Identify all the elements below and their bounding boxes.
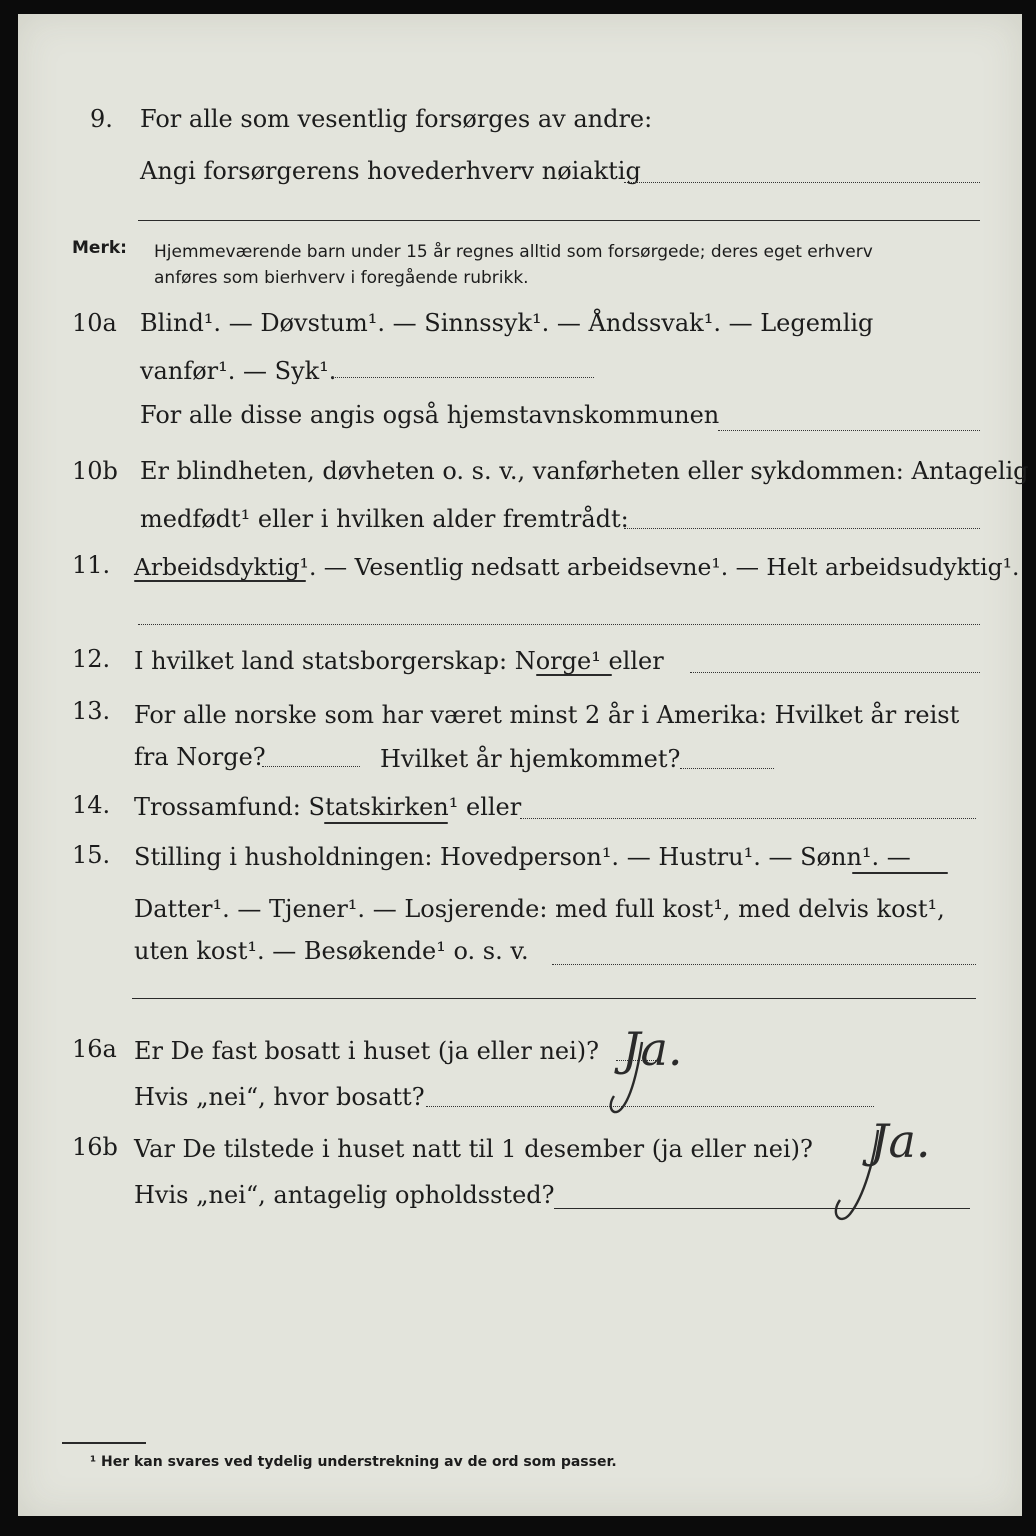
- q14-answer-line[interactable]: [520, 818, 976, 819]
- footnote-text: ¹ Her kan svares ved tydelig understrekning av de ord som passer.: [90, 1454, 617, 1470]
- q10b-line2: medfødt¹ eller i hvilken alder fremtrådt:: [140, 505, 629, 533]
- q11-answer-line[interactable]: [138, 624, 980, 625]
- q16a-bosatt-line[interactable]: [426, 1106, 874, 1107]
- q10b-line1: Er blindheten, døvheten o. s. v., vanførheten eller sykdommen: Antagelig: [140, 457, 1029, 485]
- q16b-answer-rule[interactable]: [554, 1208, 970, 1209]
- q10b-answer-line[interactable]: [624, 528, 980, 529]
- q13-line2b: Hvilket år hjemkommet?: [380, 745, 681, 773]
- q14-number: 14.: [72, 791, 111, 819]
- q15-sonn-underline: [852, 872, 948, 874]
- q9-line2: Angi forsørgerens hovederhverv nøiaktig: [140, 157, 641, 185]
- q16b-signature-stroke: [820, 1126, 890, 1226]
- q10a-line1: Blind¹. — Døvstum¹. — Sinnssyk¹. — Åndssvak¹. — Legemlig: [140, 309, 874, 337]
- q16a-handwritten-answer: Ja.: [622, 1022, 683, 1076]
- q16a-number: 16a: [72, 1035, 117, 1063]
- q15-line2: Datter¹. — Tjener¹. — Losjerende: med full kost¹, med delvis kost¹,: [134, 895, 945, 923]
- q15-answer-line[interactable]: [552, 964, 976, 965]
- merk-line1: Hjemmeværende barn under 15 år regnes alltid som forsørgede; deres eget erhverv: [154, 242, 873, 262]
- q15-answer-rule[interactable]: [132, 998, 976, 999]
- q10a-syk-line[interactable]: [332, 377, 594, 378]
- q10a-hjemstavn-line[interactable]: [718, 430, 980, 431]
- q12-line1: I hvilket land statsborgerskap: Norge¹ eller: [134, 647, 664, 675]
- q16a-line2: Hvis „nei“, hvor bosatt?: [134, 1083, 425, 1111]
- merk-label: Merk:: [72, 238, 127, 258]
- merk-line2: anføres som bierhverv i foregående rubrikk.: [154, 268, 529, 288]
- q10a-line3: For alle disse angis også hjemstavnskommunen: [140, 401, 720, 429]
- q15-line3: uten kost¹. — Besøkende¹ o. s. v.: [134, 937, 529, 965]
- q9-line1: For alle som vesentlig forsørges av andre:: [140, 105, 653, 133]
- q10a-line2: vanfør¹. — Syk¹.: [140, 357, 337, 385]
- q9-number: 9.: [90, 105, 113, 133]
- q9-answer-rule[interactable]: [138, 220, 980, 221]
- q13-line2a: fra Norge?: [134, 743, 266, 771]
- q16b-number: 16b: [72, 1133, 118, 1161]
- q13-number: 13.: [72, 697, 111, 725]
- q10b-number: 10b: [72, 457, 118, 485]
- q16b-line1: Var De tilstede i huset natt til 1 desember (ja eller nei)?: [134, 1135, 813, 1163]
- q13-line1: For alle norske som har været minst 2 år i Amerika: Hvilket år reist: [134, 701, 960, 729]
- q12-answer-line[interactable]: [690, 672, 980, 673]
- q11-number: 11.: [72, 551, 111, 579]
- q13-reist-line[interactable]: [262, 766, 360, 767]
- q13-hjemkommet-line[interactable]: [680, 768, 774, 769]
- q11-arbeidsdyktig-underline: [134, 580, 306, 582]
- census-form-page: [18, 14, 1029, 1516]
- footnote-rule: [62, 1442, 146, 1444]
- q15-line1: Stilling i husholdningen: Hovedperson¹. — Hustru¹. — Sønn¹. —: [134, 843, 911, 871]
- q14-statskirken-underline: [324, 822, 448, 824]
- q16a-line1: Er De fast bosatt i huset (ja eller nei)?: [134, 1037, 600, 1065]
- q16b-line2: Hvis „nei“, antagelig opholdssted?: [134, 1181, 555, 1209]
- q10a-number: 10a: [72, 309, 117, 337]
- q14-line1: Trossamfund: Statskirken¹ eller: [134, 793, 522, 821]
- q11-line1: Arbeidsdyktig¹. — Vesentlig nedsatt arbeidsevne¹. — Helt arbeidsudyktig¹.: [134, 553, 1020, 581]
- q16b-handwritten-answer: Ja.: [870, 1114, 931, 1168]
- q12-number: 12.: [72, 645, 111, 673]
- q12-norge-underline: [536, 674, 612, 676]
- q15-number: 15.: [72, 841, 111, 869]
- q9-answer-line[interactable]: [624, 182, 980, 183]
